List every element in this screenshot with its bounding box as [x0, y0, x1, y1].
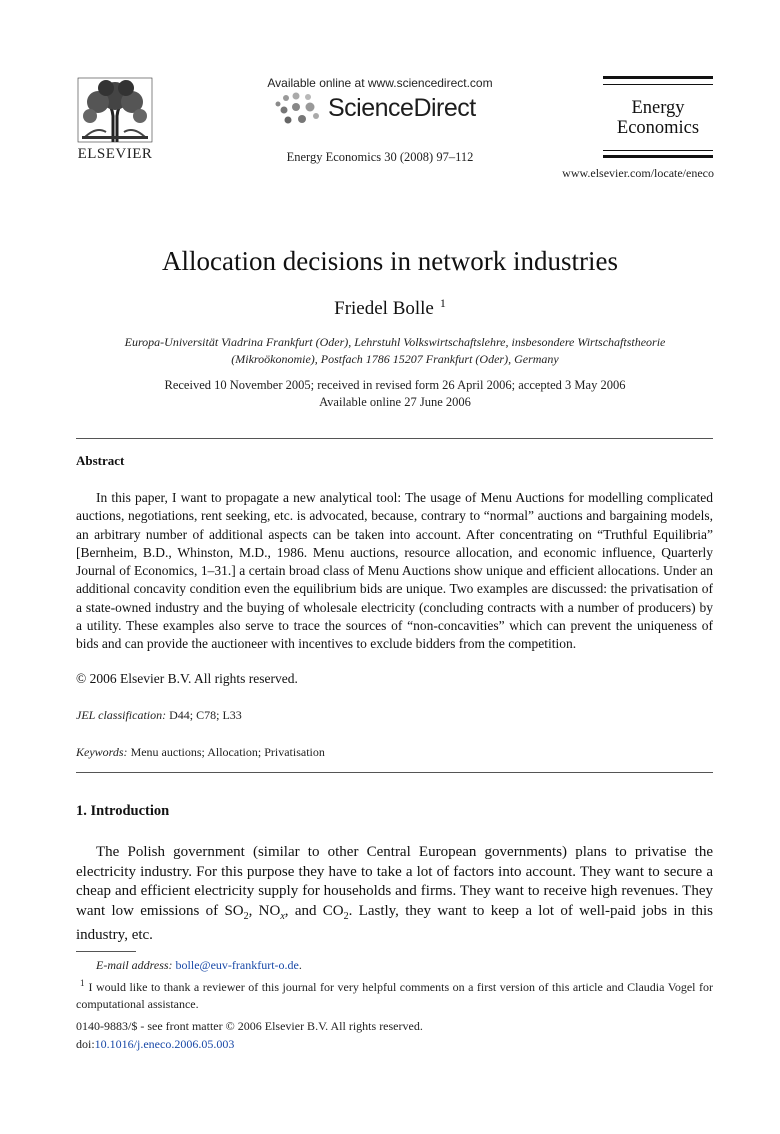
intro-sub-so2: 2: [243, 910, 249, 922]
doi-line: [76, 1037, 234, 1052]
article-title: Allocation decisions in network industries: [162, 246, 618, 276]
author-footnote-mark[interactable]: 1: [439, 296, 446, 310]
intro-sub-nox: x: [280, 910, 285, 922]
sciencedirect-logo: [272, 92, 492, 128]
elsevier-tree-icon: [76, 76, 154, 144]
intro-text-part4: . Lastly, they want to keep a lot of well-paid jobs in this industry, etc.: [76, 902, 714, 944]
journal-name-line2: Economics: [616, 118, 700, 138]
footnote-rule: [76, 951, 136, 952]
email-period: .: [298, 958, 302, 972]
author-name[interactable]: Friedel Bolle: [334, 298, 434, 319]
available-online-text: Available online at www.sciencedirect.com: [267, 76, 493, 90]
intro-text-part3: , and CO: [284, 902, 344, 919]
footnote-1: [76, 975, 713, 1013]
journal-box-bottom-rule: [603, 155, 713, 158]
intro-text-part1: The Polish government (similar to other Central European governments) plans to privatise the electricity industry. For this purpose they have to take a lot of factors into account. They want to secure a cheap and efficient electricity supply for households and firms. They want to receive high revenues. They want low emissions of SO: [76, 844, 713, 919]
affiliation-line2: (Mikroökonomie), Postfach 1786 15207 Frankfurt (Oder), Germany: [231, 352, 559, 366]
doi-link[interactable]: 10.1016/j.eneco.2006.05.003: [94, 1037, 235, 1051]
abstract-top-rule: [76, 438, 713, 439]
intro-sub-co2: 2: [343, 910, 349, 922]
footnote-1-mark: 1: [80, 978, 85, 988]
keywords-value: Menu auctions; Allocation; Privatisation: [130, 745, 325, 759]
publisher-name: ELSEVIER: [77, 146, 153, 162]
affiliation: [80, 334, 710, 368]
article-dates: [80, 377, 710, 411]
keywords: [76, 745, 325, 760]
available-online-date: Available online 27 June 2006: [319, 395, 471, 409]
introduction-paragraph: [76, 843, 713, 946]
email-label: E-mail address:: [96, 958, 173, 972]
author-email-link[interactable]: bolle@euv-frankfurt-o.de: [175, 958, 299, 972]
journal-box-top-rule-thin: [603, 84, 713, 85]
sciencedirect-wordmark: ScienceDirect: [328, 94, 476, 122]
elsevier-logo: [76, 76, 154, 166]
section-heading-introduction: 1. Introduction: [76, 803, 170, 819]
doi-label: doi:: [76, 1037, 95, 1051]
journal-url-link[interactable]: www.elsevier.com/locate/eneco: [562, 166, 714, 180]
sciencedirect-dots-icon: [272, 92, 328, 128]
abstract-heading: Abstract: [76, 453, 125, 468]
abstract-copyright: © 2006 Elsevier B.V. All rights reserved.: [76, 671, 298, 686]
jel-label: JEL classification:: [76, 708, 167, 722]
journal-citation: Energy Economics 30 (2008) 97–112: [286, 150, 474, 164]
received-dates: Received 10 November 2005; received in revised form 26 April 2006; accepted 3 May 2006: [164, 378, 626, 392]
jel-value: D44; C78; L33: [169, 708, 242, 722]
journal-name: [603, 98, 713, 138]
journal-logo-box: [603, 76, 713, 162]
journal-box-bottom-rule-thin: [603, 150, 713, 151]
footnote-1-text: I would like to thank a reviewer of this journal for very helpful comments on a first version of this article and Claudia Vogel for computational assistance.: [76, 980, 713, 1011]
abstract-bottom-rule: [76, 772, 713, 773]
keywords-label: Keywords:: [76, 745, 128, 759]
issn-line: 0140-9883/$ - see front matter © 2006 Elsevier B.V. All rights reserved.: [76, 1019, 423, 1033]
author-line: [0, 296, 780, 320]
journal-name-line1: Energy: [631, 98, 685, 118]
journal-box-top-rule: [603, 76, 713, 79]
affiliation-line1: Europa-Universität Viadrina Frankfurt (Oder), Lehrstuhl Volkswirtschaftslehre, insbesondere Wirtschaftstheorie: [124, 335, 666, 349]
intro-text-part2: , NO: [248, 902, 281, 919]
email-footnote: [96, 958, 302, 973]
jel-classification: [76, 708, 242, 723]
abstract-text: In this paper, I want to propagate a new analytical tool: The usage of Menu Auctions for modelling complicated auctions, negotiations, rent seeking, etc. is advocated, because, contrary to “normal” auctions and bargaining models, an arbitrary number of additional aspects can be taken into account. After concentrating on “Truthful Equilibria” [Bernheim, B.D., Whinston, M.D., 1986. Menu auctions, resource allocation, and economic influence, Quarterly Journal of Economics, 1–31.] a certain broad class of Menu Auctions show unique and efficient allocations. Under an additional concavity condition even the equilibrium bids are unique. Two examples are discussed: the privatisation of a state-owned industry and the buying of wholesale electricity (concluding contracts with a number of producers) by a utility. These examples also serve to trace the sources of “non-concavities” which can prevent the uniqueness of bids and can provide the auctioneer with incentives to exclude bidders from the competition.: [76, 490, 713, 652]
